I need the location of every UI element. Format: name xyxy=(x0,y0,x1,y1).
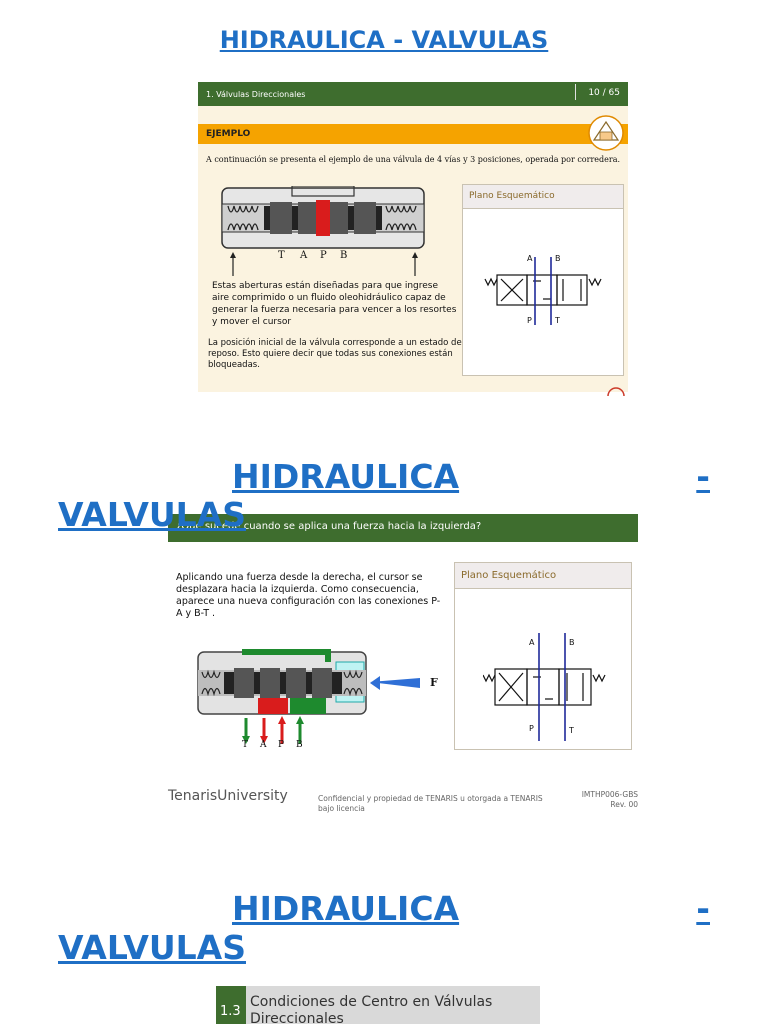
slide-heading-bar xyxy=(198,124,628,144)
footer-doc-code: IMTHP006-GBS xyxy=(581,790,638,799)
port-label-a: A xyxy=(300,250,308,261)
schematic-label-a: A xyxy=(527,254,533,263)
port-label-a: A xyxy=(260,740,267,750)
valve-cross-section-diagram xyxy=(220,186,426,262)
slide-3-image xyxy=(216,986,540,1024)
tools-logo-icon xyxy=(586,114,626,152)
valve-cross-section-diagram xyxy=(194,648,446,752)
port-label-p: P xyxy=(320,250,327,261)
slide-explanation-text: Aplicando una fuerza desde la derecha, el cursor se desplazara hacia la izquierda. Como consecuencia, aparece una nueva configuración con las conexiones P-A y B-T . xyxy=(176,572,441,619)
port-labels-row xyxy=(242,740,382,752)
arrow-up-icon xyxy=(228,252,238,276)
valve-schematic-symbol xyxy=(483,235,613,335)
slide-heading: EJEMPLO xyxy=(206,129,251,139)
document-title-3-tail[interactable]: VALVULAS xyxy=(58,928,246,967)
schematic-label-t: T xyxy=(555,316,560,325)
slide-section-label: 1. Válvulas Direccionales xyxy=(206,90,306,99)
schematic-label-p: P xyxy=(527,316,532,325)
slide-1-topbar xyxy=(198,82,628,106)
footer-confidential: Confidencial y propiedad de TENARIS u otorgada a TENARIS bajo licencia xyxy=(318,794,543,813)
schematic-panel-title: Plano Esquemático xyxy=(463,185,623,209)
schematic-label-b: B xyxy=(555,254,561,263)
schematic-label-a: A xyxy=(529,638,535,647)
slide-question: ¿Qué sucede cuando se aplica una fuerza hacia la izquierda? xyxy=(176,521,482,532)
document-title-1[interactable]: HIDRAULICA - VALVULAS xyxy=(219,26,549,54)
slide-1-image xyxy=(198,82,628,392)
footer-brand: TenarisUniversity xyxy=(168,788,288,804)
title-word: HIDRAULICA xyxy=(232,457,460,496)
slide-intro-text: A continuación se presenta el ejemplo de una válvula de 4 vías y 3 posiciones, operada por corredera. xyxy=(206,155,620,164)
document-title-2-tail[interactable]: VALVULAS xyxy=(58,495,246,534)
port-label-b: B xyxy=(340,250,348,261)
title-dash: - xyxy=(696,457,710,496)
port-label-t: T xyxy=(278,250,285,261)
force-label: F xyxy=(430,676,438,689)
port-label-t: T xyxy=(242,740,249,750)
document-title-2[interactable] xyxy=(232,457,710,496)
port-label-p: P xyxy=(278,740,285,750)
divider xyxy=(575,84,576,100)
schematic-panel-title: Plano Esquemático xyxy=(455,563,631,589)
footer-revision: Rev. 00 xyxy=(610,800,638,809)
slide-page-number: 10 / 65 xyxy=(588,88,620,98)
section-title: Condiciones de Centro en Válvulas Direccionales xyxy=(250,994,493,1024)
schematic-panel xyxy=(462,184,624,376)
schematic-label-p: P xyxy=(529,724,534,733)
footer-code xyxy=(582,790,638,810)
arrow-up-icon xyxy=(410,252,420,276)
slide-2-image xyxy=(168,514,638,820)
title-word: HIDRAULICA xyxy=(232,889,460,928)
slide-note-text: La posición inicial de la válvula corresponde a un estado de reposo. Esto quiere decir que todas sus conexiones están bloqueadas. xyxy=(208,338,462,370)
port-label-b: B xyxy=(296,740,303,750)
schematic-label-t: T xyxy=(569,726,574,735)
slide-corner-logo-icon xyxy=(606,384,626,398)
title-dash: - xyxy=(696,889,710,928)
slide-explanation-text: Estas aberturas están diseñadas para que ingrese aire comprimido o un fluido oleohidráulico capaz de generar la fuerza necesaria para vencer a los resortes y mover el cursor xyxy=(212,281,457,327)
valve-schematic-symbol xyxy=(483,633,623,743)
section-number: 1.3 xyxy=(216,986,246,1024)
document-title-3[interactable] xyxy=(232,889,710,928)
schematic-panel xyxy=(454,562,632,750)
schematic-label-b: B xyxy=(569,638,575,647)
